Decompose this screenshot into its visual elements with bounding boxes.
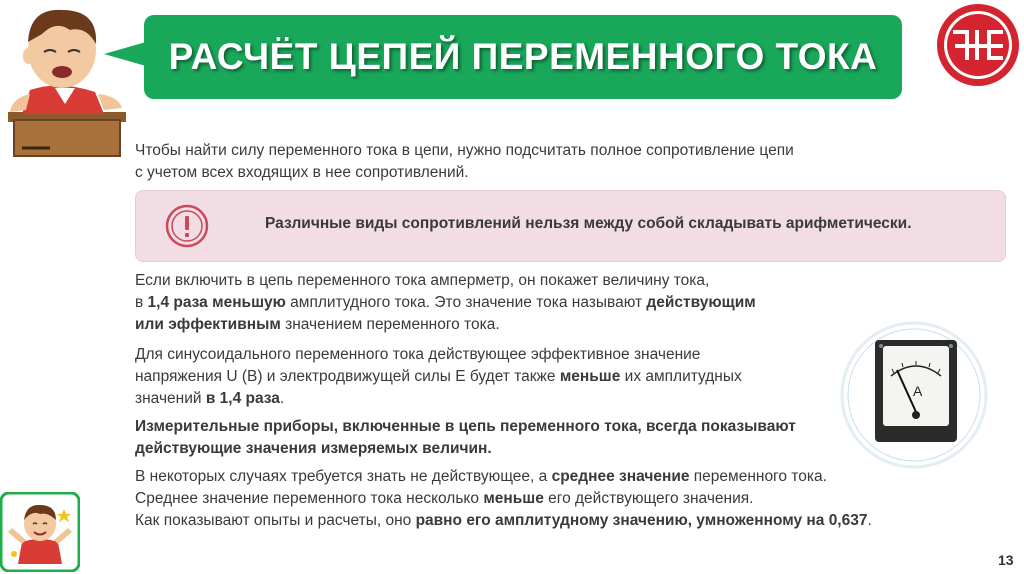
text-fragment: значений: [135, 390, 206, 407]
paragraph-1-line-1: Если включить в цепь переменного тока амперметр, он покажет величину тока,: [135, 272, 710, 289]
ammeter-image: [839, 320, 989, 470]
text-fragment: .: [867, 512, 872, 529]
text-fragment: их амплитудных: [620, 368, 742, 385]
bold-text: действующим: [646, 294, 756, 311]
exclamation-icon: [164, 203, 210, 249]
bold-text: или эффективным: [135, 316, 281, 333]
title-bubble-tail: [104, 42, 146, 66]
bold-text: в 1,4 раза: [205, 390, 280, 407]
warning-text: Различные виды сопротивлений нельзя между собой складывать арифметически.: [265, 215, 912, 232]
text-fragment: его действующего значения.: [543, 490, 754, 507]
text-fragment: значением переменного тока.: [280, 316, 500, 333]
paragraph-2-line-2: [135, 366, 742, 388]
text-fragment: В некоторых случаях требуется знать не действующее, а: [135, 468, 552, 485]
bold-text: меньше: [559, 368, 621, 385]
text-fragment: переменного тока.: [689, 468, 827, 485]
paragraph-3-line-2: действующие значения измеряемых величин.: [135, 440, 492, 457]
paragraph-3-line-1: Измерительные приборы, включенные в цепь переменного тока, всегда показывают: [135, 418, 796, 435]
brand-logo-icon: [935, 2, 1021, 88]
paragraph-1: [135, 270, 756, 336]
paragraph-4-line-3: [135, 510, 872, 532]
paragraph-2-line-3: [135, 388, 742, 410]
text-fragment: в: [135, 294, 148, 311]
bold-text: меньше: [483, 490, 544, 507]
teacher-character-icon: [0, 0, 130, 160]
text-fragment: амплитудного тока. Это значение тока называют: [285, 294, 647, 311]
paragraph-4-line-2: [135, 488, 872, 510]
kid-character-icon: [0, 492, 80, 572]
title-banner: [144, 15, 902, 99]
paragraph-1-line-2: [135, 292, 756, 314]
bold-text: 1,4 раза меньшую: [147, 294, 286, 311]
paragraph-2-line-1: Для синусоидального переменного тока действующее эффективное значение: [135, 346, 701, 363]
text-fragment: .: [279, 390, 285, 407]
text-fragment: напряжения U (В) и электродвижущей силы Е будет также: [135, 368, 560, 385]
paragraph-1-line-3: [135, 314, 756, 336]
intro-line-1: Чтобы найти силу переменного тока в цепи, нужно подсчитать полное сопротивление цепи: [135, 142, 794, 159]
text-fragment: Как показывают опыты и расчеты, оно: [135, 512, 416, 529]
paragraph-4: [135, 466, 872, 532]
page-title: РАСЧЁТ ЦЕПЕЙ ПЕРЕМЕННОГО ТОКА: [168, 36, 878, 77]
paragraph-3: [135, 416, 796, 460]
warning-box: [135, 190, 1006, 262]
paragraph-2: [135, 344, 742, 410]
paragraph-4-line-1: [135, 466, 872, 488]
intro-text: [135, 140, 794, 184]
bold-text: равно его амплитудному значению, умноженному на 0,637: [415, 512, 868, 529]
text-fragment: Среднее значение переменного тока несколько: [135, 490, 484, 507]
page-number: 13: [998, 552, 1014, 568]
meter-unit-label: A: [913, 383, 923, 399]
intro-line-2: с учетом всех входящих в нее сопротивлений.: [135, 164, 469, 181]
bold-text: среднее значение: [551, 468, 690, 485]
